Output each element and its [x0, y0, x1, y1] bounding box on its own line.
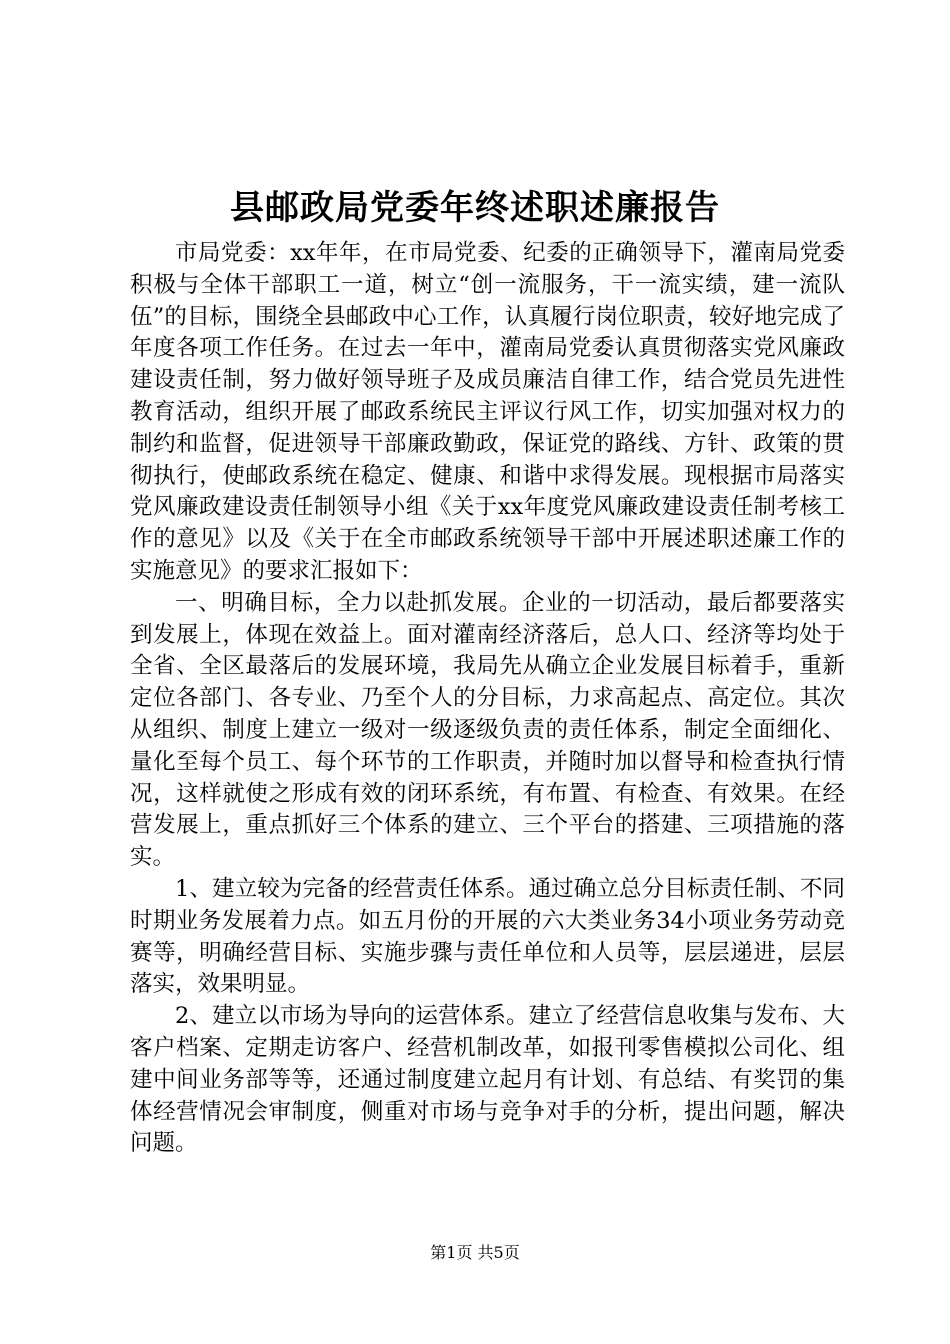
- paragraph-section-one: 一、明确目标，全力以赴抓发展。企业的一切活动，最后都要落实到发展上，体现在效益上。面对灌南经济落后，总人口、经济等均处于全省、全区最落后的发展环境，我局先从确立企业发展目标着手，重新定位各部门、各专业、乃至个人的分目标，力求高起点、高定位。其次从组织、制度上建立一级对一级逐级负责的责任体系，制定全面细化、量化至每个员工、每个环节的工作职责，并随时加以督导和检查执行情况，这样就使之形成有效的闭环系统，有布置、有检查、有效果。在经营发展上，重点抓好三个体系的建立、三个平台的搭建、三项措施的落实。: [130, 589, 845, 871]
- paragraph-intro: 市局党委：xx年年，在市局党委、纪委的正确领导下，灌南局党委积极与全体干部职工一道，树立“创一流服务，干一流实绩，建一流队伍”的目标，围绕全县邮政中心工作，认真履行岗位职责，较好地完成了年度各项工作任务。在过去一年中，灌南局党委认真贯彻落实党风廉政建设责任制，努力做好领导班子及成员廉洁自律工作，结合党员先进性教育活动，组织开展了邮政系统民主评议行风工作，切实加强对权力的制约和监督，促进领导干部廉政勤政，保证党的路线、方针、政策的贯彻执行，使邮政系统在稳定、健康、和谐中求得发展。现根据市局落实党风廉政建设责任制领导小组《关于xx年度党风廉政建设责任制考核工作的意见》以及《关于在全市邮政系统领导干部中开展述职述廉工作的实施意见》的要求汇报如下：: [130, 240, 845, 584]
- page-footer: 第1页 共5页: [430, 1243, 520, 1262]
- paragraph-item-two: 2、建立以市场为导向的运营体系。建立了经营信息收集与发布、大客户档案、定期走访客户、经营机制改革，如报刊零售模拟公司化、组建中间业务部等等，还通过制度建立起月有计划、有总结、有奖罚的集体经营情况会审制度，侧重对市场与竞争对手的分析，提出问题，解决问题。: [130, 1003, 845, 1157]
- paragraph-item-one: 1、建立较为完备的经营责任体系。通过确立总分目标责任制、不同时期业务发展着力点。如五月份的开展的六大类业务34小项业务劳动竞赛等，明确经营目标、实施步骤与责任单位和人员等，层层递进，层层落实，效果明显。: [130, 875, 845, 998]
- document-title: 县邮政局党委年终述职述廉报告: [230, 188, 720, 228]
- document-body: [130, 238, 845, 1160]
